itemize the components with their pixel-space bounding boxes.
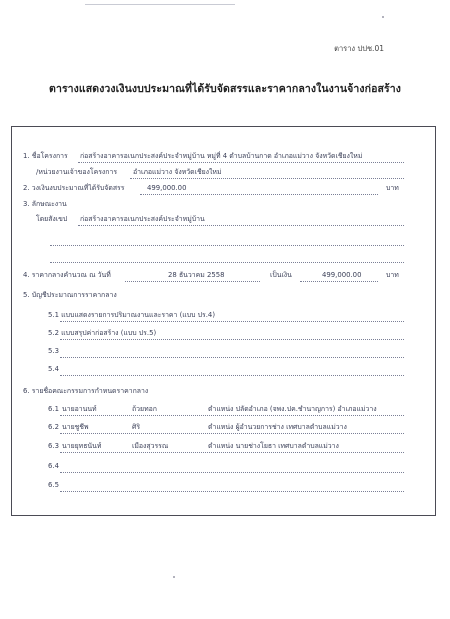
- owner-value: อำเภอแม่วาง จังหวัดเชียงใหม่: [133, 168, 222, 176]
- accounts-row: 5.4: [48, 365, 59, 373]
- member-no: 6.3: [48, 442, 59, 450]
- member-surname: เมืองสุวรรณ: [132, 442, 169, 450]
- member-no: 6.1: [48, 405, 59, 413]
- nature-dotline-2: [50, 245, 404, 246]
- median-amount-dotline: [300, 281, 378, 282]
- member-dotline: [60, 472, 404, 473]
- member-surname: ถ้วยทอก: [132, 405, 157, 413]
- budget-label: 2. วงเงินงบประมาณที่ได้รับจัดสรร: [23, 184, 125, 192]
- member-dotline: [60, 433, 404, 434]
- accounts-dotline: [60, 321, 404, 322]
- nature-dotline: [78, 225, 404, 226]
- member-no: 6.4: [48, 462, 59, 470]
- member-no: 6.2: [48, 423, 59, 431]
- member-name: นายยุทธนันท์: [62, 442, 102, 450]
- scan-dust: [382, 16, 384, 18]
- budget-value: 499,000.00: [147, 184, 187, 192]
- accounts-row: 5.1 แบบแสดงรายการปริมาณงานและราคา (แบบ ปร.4): [48, 311, 216, 319]
- member-dotline: [60, 452, 404, 453]
- accounts-dotline: [60, 357, 404, 358]
- budget-dotline: [140, 194, 378, 195]
- member-no: 6.5: [48, 481, 59, 489]
- nature-label: 3. ลักษณะงาน: [23, 200, 67, 208]
- member-dotline: [60, 491, 404, 492]
- budget-unit: บาท: [386, 184, 399, 192]
- median-date-dotline: [125, 281, 260, 282]
- owner-label: /หน่วยงานเจ้าของโครงการ: [36, 168, 118, 176]
- accounts-dotline: [60, 375, 404, 376]
- project-value: ก่อสร้างอาคารอเนกประสงค์ประจำหมู่บ้าน หมู่ที่ 4 ตำบลบ้านกาด อำเภอแม่วาง จังหวัดเชียงใหม่: [80, 152, 363, 160]
- project-label: 1. ชื่อโครงการ: [23, 152, 68, 160]
- median-amount: 499,000.00: [322, 271, 362, 279]
- median-amount-label: เป็นเงิน: [270, 271, 292, 279]
- member-position: ตำแหน่ง นายช่างโยธา เทศบาลตำบลแม่วาง: [208, 442, 339, 450]
- accounts-label: 5. บัญชีประมาณการราคากลาง: [23, 291, 117, 299]
- member-surname: ศิริ: [132, 423, 141, 431]
- scan-dust: [173, 576, 175, 578]
- median-date: 28 ธันวาคม 2558: [168, 271, 225, 279]
- median-unit: บาท: [386, 271, 399, 279]
- member-name: นายอานนท์: [62, 405, 97, 413]
- accounts-row: 5.3: [48, 347, 59, 355]
- nature-dotline-3: [50, 262, 404, 263]
- form-code: ตาราง ปปช.01: [334, 44, 384, 53]
- project-dotline: [78, 162, 404, 163]
- page-title: ตารางแสดงวงเงินงบประมาณที่ได้รับจัดสรรและราคากลางในงานจ้างก่อสร้าง: [49, 83, 401, 95]
- accounts-row: 5.2 แบบสรุปค่าก่อสร้าง (แบบ ปร.5): [48, 329, 157, 337]
- median-label: 4. ราคากลางคำนวณ ณ วันที่: [23, 271, 111, 279]
- member-position: ตำแหน่ง ปลัดอำเภอ (จพง.ปค.ชำนาญการ) อำเภอแม่วาง: [208, 405, 377, 413]
- member-dotline: [60, 415, 404, 416]
- member-name: นายชูชีพ: [62, 423, 89, 431]
- owner-dotline: [130, 178, 404, 179]
- member-position: ตำแหน่ง ผู้อำนวยการช่าง เทศบาลตำบลแม่วาง: [208, 423, 347, 431]
- accounts-dotline: [60, 339, 404, 340]
- nature-value: ก่อสร้างอาคารอเนกประสงค์ประจำหมู่บ้าน: [80, 215, 205, 223]
- scan-artifact: [85, 4, 235, 5]
- committee-label: 6. รายชื่อคณะกรรมการกำหนดราคากลาง: [23, 387, 149, 395]
- nature-sublabel: โดยสังเขป: [36, 215, 68, 223]
